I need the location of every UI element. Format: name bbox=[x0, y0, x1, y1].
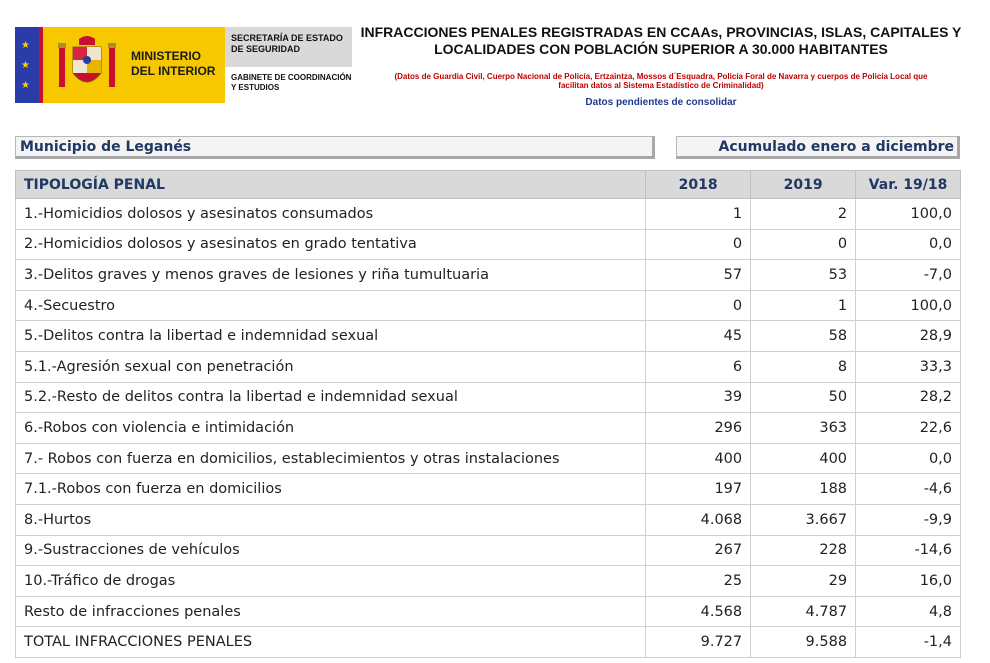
cell-tipologia: 10.-Tráfico de drogas bbox=[16, 566, 646, 597]
cell-variation: -14,6 bbox=[856, 535, 961, 566]
cell-2019: 8 bbox=[751, 351, 856, 382]
cell-variation: 22,6 bbox=[856, 413, 961, 444]
cell-2018: 57 bbox=[646, 260, 751, 291]
cell-tipologia: 5.2.-Resto de delitos contra la libertad e indemnidad sexual bbox=[16, 382, 646, 413]
cell-2019: 3.667 bbox=[751, 504, 856, 535]
table-row bbox=[16, 321, 961, 352]
cell-tipologia: TOTAL INFRACCIONES PENALES bbox=[16, 627, 646, 658]
cell-tipologia: Resto de infracciones penales bbox=[16, 596, 646, 627]
cell-variation: 4,8 bbox=[856, 596, 961, 627]
table-header-row bbox=[16, 171, 961, 199]
header-2019: 2019 bbox=[751, 171, 856, 199]
header-2018: 2018 bbox=[646, 171, 751, 199]
cell-2019: 400 bbox=[751, 443, 856, 474]
cell-2018: 6 bbox=[646, 351, 751, 382]
cell-variation: 100,0 bbox=[856, 290, 961, 321]
cell-2018: 39 bbox=[646, 382, 751, 413]
cell-variation: 16,0 bbox=[856, 566, 961, 597]
cell-2018: 0 bbox=[646, 290, 751, 321]
ministerio-label: MINISTERIO DEL INTERIOR bbox=[131, 49, 216, 78]
table-row bbox=[16, 290, 961, 321]
coat-of-arms-icon bbox=[57, 33, 117, 97]
cell-tipologia: 6.-Robos con violencia e intimidación bbox=[16, 413, 646, 444]
municipio-box: Municipio de Leganés bbox=[15, 136, 655, 159]
cell-2019: 50 bbox=[751, 382, 856, 413]
cell-2018: 9.727 bbox=[646, 627, 751, 658]
table-row bbox=[16, 474, 961, 505]
cell-tipologia: 2.-Homicidios dolosos y asesinatos en grado tentativa bbox=[16, 229, 646, 260]
cell-tipologia: 5.1.-Agresión sexual con penetración bbox=[16, 351, 646, 382]
cell-variation: -1,4 bbox=[856, 627, 961, 658]
cell-variation: 0,0 bbox=[856, 443, 961, 474]
cell-tipologia: 7.- Robos con fuerza en domicilios, establecimientos y otras instalaciones bbox=[16, 443, 646, 474]
table-row bbox=[16, 351, 961, 382]
table-row bbox=[16, 382, 961, 413]
table-row bbox=[16, 443, 961, 474]
crime-table bbox=[15, 170, 961, 658]
cell-variation: 100,0 bbox=[856, 199, 961, 230]
cell-2019: 53 bbox=[751, 260, 856, 291]
cell-2018: 267 bbox=[646, 535, 751, 566]
cell-2018: 25 bbox=[646, 566, 751, 597]
cell-2018: 400 bbox=[646, 443, 751, 474]
table-row bbox=[16, 413, 961, 444]
cell-variation: 28,9 bbox=[856, 321, 961, 352]
cell-2018: 296 bbox=[646, 413, 751, 444]
ministerio-logo bbox=[15, 27, 352, 103]
cell-tipologia: 7.1.-Robos con fuerza en domicilios bbox=[16, 474, 646, 505]
header-tipologia: TIPOLOGÍA PENAL bbox=[16, 171, 646, 199]
cell-2018: 197 bbox=[646, 474, 751, 505]
secretaria-box bbox=[225, 27, 352, 67]
cell-2019: 2 bbox=[751, 199, 856, 230]
cell-tipologia: 9.-Sustracciones de vehículos bbox=[16, 535, 646, 566]
gabinete-label: GABINETE DE COORDINACIÓN Y ESTUDIOS bbox=[231, 73, 352, 92]
cell-2018: 0 bbox=[646, 229, 751, 260]
pending-note: Datos pendientes de consolidar bbox=[585, 97, 737, 108]
table-row bbox=[16, 566, 961, 597]
cell-2019: 363 bbox=[751, 413, 856, 444]
cell-variation: -7,0 bbox=[856, 260, 961, 291]
logo-yellow-panel bbox=[39, 27, 225, 103]
secretaria-label: SECRETARÍA DE ESTADO DE SEGURIDAD bbox=[231, 33, 343, 54]
cell-variation: 28,2 bbox=[856, 382, 961, 413]
cell-2019: 188 bbox=[751, 474, 856, 505]
table-row bbox=[16, 504, 961, 535]
cell-variation: 33,3 bbox=[856, 351, 961, 382]
cell-2018: 1 bbox=[646, 199, 751, 230]
eu-flag-icon: ★ ★ ★ bbox=[15, 27, 39, 103]
period-box: Acumulado enero a diciembre bbox=[676, 136, 960, 159]
cell-variation: 0,0 bbox=[856, 229, 961, 260]
cell-variation: -9,9 bbox=[856, 504, 961, 535]
cell-variation: -4,6 bbox=[856, 474, 961, 505]
table-row bbox=[16, 627, 961, 658]
table-row bbox=[16, 260, 961, 291]
cell-tipologia: 8.-Hurtos bbox=[16, 504, 646, 535]
cell-tipologia: 1.-Homicidios dolosos y asesinatos consumados bbox=[16, 199, 646, 230]
cell-tipologia: 5.-Delitos contra la libertad e indemnidad sexual bbox=[16, 321, 646, 352]
cell-tipologia: 4.-Secuestro bbox=[16, 290, 646, 321]
cell-2018: 45 bbox=[646, 321, 751, 352]
cell-2019: 1 bbox=[751, 290, 856, 321]
header-variation: Var. 19/18 bbox=[856, 171, 961, 199]
table-row bbox=[16, 199, 961, 230]
cell-2018: 4.068 bbox=[646, 504, 751, 535]
cell-2019: 58 bbox=[751, 321, 856, 352]
data-sources-note: (Datos de Guardia Civil, Cuerpo Nacional de Policía, Ertzaintza, Mossos d´Esquadra, Policía Foral de Navarra y cuerpos de Policía Local que facilitan datos al Sistema Estadístico de Criminalidad) bbox=[394, 72, 928, 90]
cell-2019: 0 bbox=[751, 229, 856, 260]
cell-2019: 228 bbox=[751, 535, 856, 566]
cell-tipologia: 3.-Delitos graves y menos graves de lesiones y riña tumultuaria bbox=[16, 260, 646, 291]
cell-2018: 4.568 bbox=[646, 596, 751, 627]
cell-2019: 9.588 bbox=[751, 627, 856, 658]
table-row bbox=[16, 596, 961, 627]
cell-2019: 4.787 bbox=[751, 596, 856, 627]
cell-2019: 29 bbox=[751, 566, 856, 597]
table-row bbox=[16, 229, 961, 260]
page-title: INFRACCIONES PENALES REGISTRADAS EN CCAAs, PROVINCIAS, ISLAS, CAPITALES Y LOCALIDADES CON POBLACIÓN SUPERIOR A 30.000 HABITANTES bbox=[360, 24, 962, 57]
table-row bbox=[16, 535, 961, 566]
